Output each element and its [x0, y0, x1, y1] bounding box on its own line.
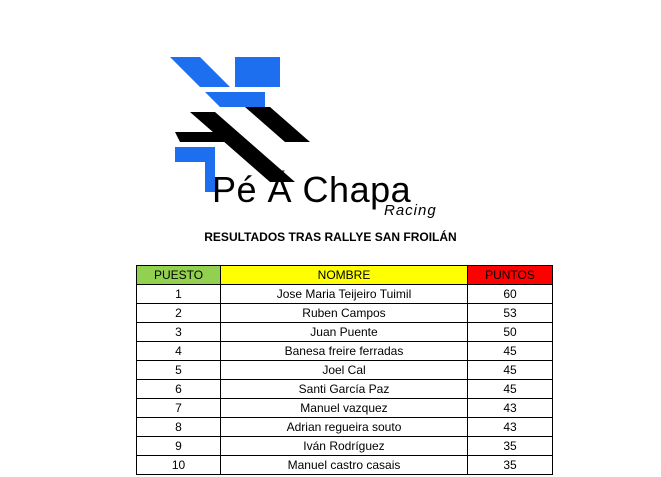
header-puesto: PUESTO — [137, 266, 221, 285]
table-row — [137, 380, 553, 399]
table-row — [137, 399, 553, 418]
logo-blue-bar-top-left — [170, 57, 230, 87]
logo-blue-bar-top-right — [235, 57, 280, 87]
cell-puntos: 45 — [468, 342, 553, 361]
table-row — [137, 437, 553, 456]
cell-puntos: 43 — [468, 399, 553, 418]
results-heading: RESULTADOS TRAS RALLYE SAN FROILÁN — [204, 230, 457, 244]
logo-sub-text: Racing — [384, 202, 437, 219]
cell-puesto: 9 — [137, 437, 221, 456]
logo-black-stroke-3 — [175, 132, 230, 142]
logo-blue-bar-mid — [205, 92, 265, 107]
table-row — [137, 285, 553, 304]
cell-puntos: 50 — [468, 323, 553, 342]
cell-puntos: 35 — [468, 456, 553, 475]
cell-puntos: 53 — [468, 304, 553, 323]
logo-brand-text: Pé Á Chapa — [212, 169, 412, 210]
cell-puntos: 35 — [468, 437, 553, 456]
cell-puesto: 2 — [137, 304, 221, 323]
cell-puntos: 45 — [468, 380, 553, 399]
cell-puesto: 7 — [137, 399, 221, 418]
table-row — [137, 361, 553, 380]
cell-puesto: 4 — [137, 342, 221, 361]
cell-nombre: Santi García Paz — [221, 380, 468, 399]
cell-puntos: 45 — [468, 361, 553, 380]
logo-blue-bar-lower — [175, 147, 215, 192]
table-row — [137, 323, 553, 342]
cell-puesto: 3 — [137, 323, 221, 342]
header-nombre: NOMBRE — [221, 266, 468, 285]
cell-nombre: Jose Maria Teijeiro Tuimil — [221, 285, 468, 304]
cell-puesto: 8 — [137, 418, 221, 437]
cell-nombre: Banesa freire ferradas — [221, 342, 468, 361]
cell-puesto: 6 — [137, 380, 221, 399]
cell-puesto: 10 — [137, 456, 221, 475]
cell-nombre: Juan Puente — [221, 323, 468, 342]
logo-black-stroke-2 — [245, 107, 310, 142]
results-table — [136, 265, 553, 475]
cell-nombre: Manuel vazquez — [221, 399, 468, 418]
table-row — [137, 304, 553, 323]
cell-puntos: 60 — [468, 285, 553, 304]
table-row — [137, 418, 553, 437]
table-header-row — [137, 266, 553, 285]
cell-nombre: Adrian regueira souto — [221, 418, 468, 437]
cell-nombre: Ruben Campos — [221, 304, 468, 323]
cell-puntos: 43 — [468, 418, 553, 437]
table-row — [137, 456, 553, 475]
cell-nombre: Manuel castro casais — [221, 456, 468, 475]
header-puntos: PUNTOS — [468, 266, 553, 285]
cell-puesto: 5 — [137, 361, 221, 380]
table-row — [137, 342, 553, 361]
cell-nombre: Joel Cal — [221, 361, 468, 380]
cell-nombre: Iván Rodríguez — [221, 437, 468, 456]
cell-puesto: 1 — [137, 285, 221, 304]
